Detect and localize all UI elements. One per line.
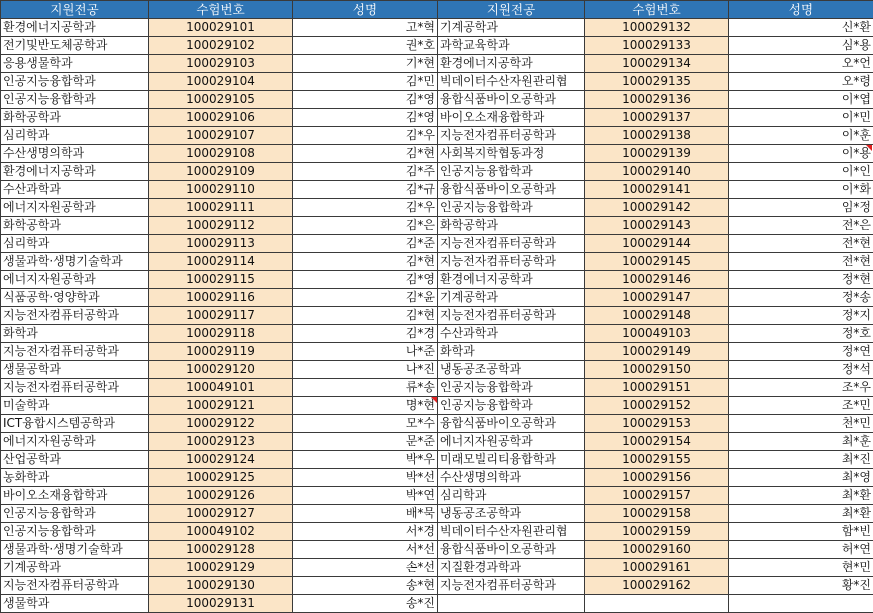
cell-name[interactable]: 박*선 bbox=[293, 469, 438, 487]
cell-name[interactable]: 정*송 bbox=[729, 289, 873, 307]
cell-exam-number[interactable]: 100029123 bbox=[149, 433, 293, 451]
cell-major[interactable]: 지능전자컴퓨터공학과 bbox=[438, 577, 585, 595]
cell-name[interactable]: 임*정 bbox=[729, 199, 873, 217]
cell-major[interactable]: 융합식품바이오공학과 bbox=[438, 91, 585, 109]
table-row bbox=[1, 199, 873, 217]
table-row bbox=[1, 73, 873, 91]
table-row bbox=[1, 343, 873, 361]
cell-exam-number[interactable]: 100029104 bbox=[149, 73, 293, 91]
cell-name[interactable]: 최*환 bbox=[729, 505, 873, 523]
cell-name[interactable]: 박*연 bbox=[293, 487, 438, 505]
cell-major[interactable]: 미래모빌리티융합학과 bbox=[438, 451, 585, 469]
cell-exam-number[interactable]: 100049103 bbox=[585, 325, 729, 343]
cell-exam-number[interactable]: 100029108 bbox=[149, 145, 293, 163]
cell-exam-number[interactable]: 100029148 bbox=[585, 307, 729, 325]
cell-major[interactable]: 지능전자컴퓨터공학과 bbox=[1, 307, 149, 325]
cell-name[interactable]: 김*우 bbox=[293, 127, 438, 145]
cell-major[interactable]: 지능전자컴퓨터공학과 bbox=[1, 577, 149, 595]
cell-name[interactable]: 김*주 bbox=[293, 163, 438, 181]
comment-indicator-icon[interactable] bbox=[866, 145, 872, 151]
cell-exam-number[interactable]: 100029120 bbox=[149, 361, 293, 379]
cell-name[interactable]: 권*호 bbox=[293, 37, 438, 55]
cell-major[interactable]: 환경에너지공학과 bbox=[1, 19, 149, 37]
cell-exam-number[interactable]: 100029131 bbox=[149, 595, 293, 613]
cell-name[interactable]: 심*용 bbox=[729, 37, 873, 55]
table-row bbox=[1, 523, 873, 541]
table-row bbox=[1, 559, 873, 577]
cell-major[interactable]: 지능전자컴퓨터공학과 bbox=[1, 379, 149, 397]
cell-major[interactable]: 화학공학과 bbox=[438, 217, 585, 235]
cell-major[interactable]: 인공지능융합학과 bbox=[1, 523, 149, 541]
cell-name[interactable]: 현*민 bbox=[729, 559, 873, 577]
header-exam-number-right[interactable]: 수험번호 bbox=[585, 1, 729, 19]
cell-name[interactable]: 김*영 bbox=[293, 91, 438, 109]
cell-major[interactable]: 융합식품바이오공학과 bbox=[438, 181, 585, 199]
cell-exam-number[interactable]: 100029133 bbox=[585, 37, 729, 55]
table-row bbox=[1, 451, 873, 469]
table-row bbox=[1, 505, 873, 523]
cell-exam-number[interactable]: 100029155 bbox=[585, 451, 729, 469]
cell-exam-number[interactable]: 100049101 bbox=[149, 379, 293, 397]
cell-exam-number[interactable]: 100029109 bbox=[149, 163, 293, 181]
header-name-right[interactable]: 성명 bbox=[729, 1, 873, 19]
cell-exam-number[interactable]: 100029130 bbox=[149, 577, 293, 595]
cell-exam-number[interactable]: 100029161 bbox=[585, 559, 729, 577]
comment-indicator-icon[interactable] bbox=[431, 397, 437, 403]
cell-exam-number[interactable]: 100029135 bbox=[585, 73, 729, 91]
cell-exam-number[interactable]: 100029101 bbox=[149, 19, 293, 37]
cell-exam-number[interactable]: 100029152 bbox=[585, 397, 729, 415]
cell-name[interactable]: 함*빈 bbox=[729, 523, 873, 541]
cell-exam-number[interactable]: 100029157 bbox=[585, 487, 729, 505]
cell-exam-number[interactable]: 100029142 bbox=[585, 199, 729, 217]
cell-exam-number[interactable]: 100029107 bbox=[149, 127, 293, 145]
header-exam-number-left[interactable]: 수험번호 bbox=[149, 1, 293, 19]
cell-name[interactable]: 신*환 bbox=[729, 19, 873, 37]
table-row bbox=[1, 307, 873, 325]
cell-exam-number[interactable]: 100029137 bbox=[585, 109, 729, 127]
header-major-right[interactable]: 지원전공 bbox=[438, 1, 585, 19]
cell-exam-number[interactable]: 100029138 bbox=[585, 127, 729, 145]
cell-name[interactable]: 나*준 bbox=[293, 343, 438, 361]
cell-name[interactable]: 김*규 bbox=[293, 181, 438, 199]
cell-major[interactable]: 냉동공조공학과 bbox=[438, 361, 585, 379]
table-row bbox=[1, 595, 873, 613]
cell-exam-number[interactable]: 100029119 bbox=[149, 343, 293, 361]
cell-exam-number[interactable]: 100029115 bbox=[149, 271, 293, 289]
cell-name[interactable]: 이*민 bbox=[729, 109, 873, 127]
cell-name[interactable]: 전*현 bbox=[729, 235, 873, 253]
table-row bbox=[1, 379, 873, 397]
cell-exam-number[interactable]: 100029149 bbox=[585, 343, 729, 361]
cell-exam-number[interactable]: 100029146 bbox=[585, 271, 729, 289]
cell-name[interactable]: 김*영 bbox=[293, 271, 438, 289]
cell-exam-number[interactable]: 100029103 bbox=[149, 55, 293, 73]
cell-name[interactable]: 김*준 bbox=[293, 235, 438, 253]
cell-major[interactable]: 지능전자컴퓨터공학과 bbox=[438, 307, 585, 325]
cell-name[interactable]: 김*경 bbox=[293, 325, 438, 343]
table-row bbox=[1, 577, 873, 595]
cell-exam-number[interactable]: 100029132 bbox=[585, 19, 729, 37]
cell-name[interactable]: 김*영 bbox=[293, 109, 438, 127]
cell-exam-number[interactable]: 100029105 bbox=[149, 91, 293, 109]
cell-name[interactable]: 전*은 bbox=[729, 217, 873, 235]
table-row bbox=[1, 19, 873, 37]
cell-name[interactable]: 송*진 bbox=[293, 595, 438, 613]
cell-exam-number[interactable]: 100029106 bbox=[149, 109, 293, 127]
cell-major[interactable]: 식품공학·영양학과 bbox=[1, 289, 149, 307]
cell-name[interactable]: 김*우 bbox=[293, 199, 438, 217]
cell-major[interactable]: 화학공학과 bbox=[1, 217, 149, 235]
cell-exam-number[interactable]: 100029139 bbox=[585, 145, 729, 163]
table-row bbox=[1, 163, 873, 181]
table-row bbox=[1, 361, 873, 379]
cell-name[interactable]: 김*은 bbox=[293, 217, 438, 235]
cell-exam-number[interactable]: 100049102 bbox=[149, 523, 293, 541]
cell-exam-number[interactable]: 100029150 bbox=[585, 361, 729, 379]
table-row bbox=[1, 415, 873, 433]
cell-exam-number[interactable]: 100029117 bbox=[149, 307, 293, 325]
cell-major[interactable]: 심리학과 bbox=[438, 487, 585, 505]
cell-major[interactable]: 수산과학과 bbox=[1, 181, 149, 199]
cell-exam-number[interactable]: 100029147 bbox=[585, 289, 729, 307]
cell-exam-number[interactable] bbox=[585, 595, 729, 613]
table-row bbox=[1, 325, 873, 343]
cell-exam-number[interactable]: 100029140 bbox=[585, 163, 729, 181]
table-row bbox=[1, 55, 873, 73]
cell-exam-number[interactable]: 100029110 bbox=[149, 181, 293, 199]
cell-major[interactable]: 인공지능융합학과 bbox=[438, 397, 585, 415]
cell-exam-number[interactable]: 100029143 bbox=[585, 217, 729, 235]
cell-exam-number[interactable]: 100029134 bbox=[585, 55, 729, 73]
table-row bbox=[1, 91, 873, 109]
cell-major[interactable]: 기계공학과 bbox=[1, 559, 149, 577]
cell-major[interactable]: 에너지자원공학과 bbox=[438, 433, 585, 451]
cell-exam-number[interactable]: 100029159 bbox=[585, 523, 729, 541]
table-row bbox=[1, 235, 873, 253]
cell-name[interactable]: 정*호 bbox=[729, 325, 873, 343]
cell-exam-number[interactable]: 100029136 bbox=[585, 91, 729, 109]
cell-major[interactable]: 융합식품바이오공학과 bbox=[438, 415, 585, 433]
cell-name[interactable]: 김*현 bbox=[293, 145, 438, 163]
cell-exam-number[interactable]: 100029144 bbox=[585, 235, 729, 253]
cell-exam-number[interactable]: 100029160 bbox=[585, 541, 729, 559]
cell-name[interactable]: 전*현 bbox=[729, 253, 873, 271]
cell-exam-number[interactable]: 100029118 bbox=[149, 325, 293, 343]
cell-name[interactable]: 문*준 bbox=[293, 433, 438, 451]
cell-major[interactable]: 기계공학과 bbox=[438, 19, 585, 37]
table-row bbox=[1, 289, 873, 307]
table-row bbox=[1, 127, 873, 145]
table-row bbox=[1, 109, 873, 127]
cell-name[interactable]: 명*현 bbox=[293, 397, 438, 415]
cell-major[interactable]: 수산생명의학과 bbox=[1, 145, 149, 163]
cell-name[interactable]: 김*현 bbox=[293, 253, 438, 271]
table-row bbox=[1, 433, 873, 451]
cell-major[interactable]: 지능전자컴퓨터공학과 bbox=[438, 235, 585, 253]
cell-name[interactable]: 김*민 bbox=[293, 73, 438, 91]
cell-exam-number[interactable]: 100029124 bbox=[149, 451, 293, 469]
cell-major[interactable]: 냉동공조공학과 bbox=[438, 505, 585, 523]
cell-name[interactable]: 정*현 bbox=[729, 271, 873, 289]
cell-exam-number[interactable]: 100029122 bbox=[149, 415, 293, 433]
table-row bbox=[1, 469, 873, 487]
cell-major[interactable]: 미술학과 bbox=[1, 397, 149, 415]
cell-exam-number[interactable]: 100029125 bbox=[149, 469, 293, 487]
cell-exam-number[interactable]: 100029162 bbox=[585, 577, 729, 595]
cell-exam-number[interactable]: 100029113 bbox=[149, 235, 293, 253]
cell-major[interactable]: 지능전자컴퓨터공학과 bbox=[438, 127, 585, 145]
table-row bbox=[1, 181, 873, 199]
cell-major[interactable]: 지질환경과학과 bbox=[438, 559, 585, 577]
cell-name[interactable]: 고*혁 bbox=[293, 19, 438, 37]
cell-name[interactable]: 최*훈 bbox=[729, 433, 873, 451]
cell-exam-number[interactable]: 100029151 bbox=[585, 379, 729, 397]
cell-major[interactable]: 화학공학과 bbox=[1, 109, 149, 127]
table-row bbox=[1, 271, 873, 289]
cell-name[interactable]: 배*묵 bbox=[293, 505, 438, 523]
cell-major[interactable]: 빅데이터수산자원관리협 bbox=[438, 523, 585, 541]
cell-exam-number[interactable]: 100029111 bbox=[149, 199, 293, 217]
cell-major[interactable]: 수산생명의학과 bbox=[438, 469, 585, 487]
table-row bbox=[1, 487, 873, 505]
cell-major[interactable]: 빅데이터수산자원관리협 bbox=[438, 73, 585, 91]
cell-name[interactable]: 나*진 bbox=[293, 361, 438, 379]
cell-name[interactable]: 송*현 bbox=[293, 577, 438, 595]
cell-exam-number[interactable]: 100029114 bbox=[149, 253, 293, 271]
cell-name[interactable]: 조*민 bbox=[729, 397, 873, 415]
cell-major[interactable]: 생물학과 bbox=[1, 595, 149, 613]
cell-major[interactable]: 인공지능융합학과 bbox=[1, 505, 149, 523]
cell-major[interactable]: ICT융합시스템공학과 bbox=[1, 415, 149, 433]
cell-name[interactable]: 모*수 bbox=[293, 415, 438, 433]
header-name-left[interactable]: 성명 bbox=[293, 1, 438, 19]
cell-major[interactable]: 인공지능융합학과 bbox=[438, 199, 585, 217]
cell-exam-number[interactable]: 100029141 bbox=[585, 181, 729, 199]
cell-name[interactable]: 천*민 bbox=[729, 415, 873, 433]
cell-exam-number[interactable]: 100029145 bbox=[585, 253, 729, 271]
cell-name[interactable]: 류*송 bbox=[293, 379, 438, 397]
cell-name[interactable]: 오*령 bbox=[729, 73, 873, 91]
cell-name[interactable]: 김*현 bbox=[293, 307, 438, 325]
cell-name[interactable]: 정*연 bbox=[729, 343, 873, 361]
cell-exam-number[interactable]: 100029153 bbox=[585, 415, 729, 433]
cell-name[interactable]: 최*진 bbox=[729, 451, 873, 469]
cell-exam-number[interactable]: 100029126 bbox=[149, 487, 293, 505]
table-row bbox=[1, 37, 873, 55]
cell-name[interactable]: 서*선 bbox=[293, 541, 438, 559]
cell-major[interactable]: 바이오소재융합학과 bbox=[1, 487, 149, 505]
cell-name[interactable]: 김*윤 bbox=[293, 289, 438, 307]
cell-exam-number[interactable]: 100029129 bbox=[149, 559, 293, 577]
cell-major[interactable]: 전기및반도체공학과 bbox=[1, 37, 149, 55]
cell-major[interactable]: 에너지자원공학과 bbox=[1, 199, 149, 217]
cell-name[interactable] bbox=[729, 595, 873, 613]
cell-name[interactable]: 이*인 bbox=[729, 163, 873, 181]
cell-major[interactable]: 인공지능융합학과 bbox=[1, 91, 149, 109]
cell-name[interactable]: 허*연 bbox=[729, 541, 873, 559]
cell-name[interactable]: 이*엽 bbox=[729, 91, 873, 109]
cell-name[interactable]: 이*훈 bbox=[729, 127, 873, 145]
cell-major[interactable]: 지능전자컴퓨터공학과 bbox=[438, 253, 585, 271]
cell-major[interactable]: 심리학과 bbox=[1, 127, 149, 145]
cell-major[interactable]: 생물과학·생명기술학과 bbox=[1, 253, 149, 271]
cell-exam-number[interactable]: 100029102 bbox=[149, 37, 293, 55]
header-major-left[interactable]: 지원전공 bbox=[1, 1, 149, 19]
cell-major[interactable]: 과학교육학과 bbox=[438, 37, 585, 55]
cell-major[interactable]: 환경에너지공학과 bbox=[438, 271, 585, 289]
cell-name[interactable]: 최*영 bbox=[729, 469, 873, 487]
cell-exam-number[interactable]: 100029156 bbox=[585, 469, 729, 487]
table-row bbox=[1, 253, 873, 271]
cell-major[interactable]: 농화학과 bbox=[1, 469, 149, 487]
cell-name[interactable]: 조*우 bbox=[729, 379, 873, 397]
table-row bbox=[1, 541, 873, 559]
cell-exam-number[interactable]: 100029112 bbox=[149, 217, 293, 235]
cell-major[interactable] bbox=[438, 595, 585, 613]
cell-major[interactable]: 수산과학과 bbox=[438, 325, 585, 343]
cell-major[interactable]: 지능전자컴퓨터공학과 bbox=[1, 343, 149, 361]
cell-name[interactable]: 기*현 bbox=[293, 55, 438, 73]
cell-name[interactable]: 손*선 bbox=[293, 559, 438, 577]
cell-major[interactable]: 화학과 bbox=[1, 325, 149, 343]
cell-exam-number[interactable]: 100029158 bbox=[585, 505, 729, 523]
cell-name[interactable]: 이*화 bbox=[729, 181, 873, 199]
cell-name[interactable]: 오*언 bbox=[729, 55, 873, 73]
cell-name[interactable]: 서*경 bbox=[293, 523, 438, 541]
cell-exam-number[interactable]: 100029128 bbox=[149, 541, 293, 559]
header-row bbox=[1, 1, 873, 19]
table-row bbox=[1, 145, 873, 163]
cell-name[interactable]: 이*용 bbox=[729, 145, 873, 163]
cell-major[interactable]: 응용생물학과 bbox=[1, 55, 149, 73]
cell-exam-number[interactable]: 100029127 bbox=[149, 505, 293, 523]
cell-major[interactable]: 바이오소재융합학과 bbox=[438, 109, 585, 127]
cell-major[interactable]: 생물공학과 bbox=[1, 361, 149, 379]
cell-name[interactable]: 최*환 bbox=[729, 487, 873, 505]
cell-major[interactable]: 인공지능융합학과 bbox=[438, 379, 585, 397]
cell-major[interactable]: 환경에너지공학과 bbox=[438, 55, 585, 73]
cell-name[interactable]: 박*우 bbox=[293, 451, 438, 469]
cell-major[interactable]: 인공지능융합학과 bbox=[438, 163, 585, 181]
cell-major[interactable]: 사회복지학협동과정 bbox=[438, 145, 585, 163]
cell-major[interactable]: 기계공학과 bbox=[438, 289, 585, 307]
table-row bbox=[1, 217, 873, 235]
cell-major[interactable]: 환경에너지공학과 bbox=[1, 163, 149, 181]
cell-major[interactable]: 에너지자원공학과 bbox=[1, 271, 149, 289]
cell-exam-number[interactable]: 100029116 bbox=[149, 289, 293, 307]
cell-major[interactable]: 생물과학·생명기술학과 bbox=[1, 541, 149, 559]
cell-name[interactable]: 정*지 bbox=[729, 307, 873, 325]
cell-major[interactable]: 에너지자원공학과 bbox=[1, 433, 149, 451]
cell-major[interactable]: 인공지능융합학과 bbox=[1, 73, 149, 91]
cell-exam-number[interactable]: 100029121 bbox=[149, 397, 293, 415]
cell-major[interactable]: 산업공학과 bbox=[1, 451, 149, 469]
cell-name[interactable]: 황*진 bbox=[729, 577, 873, 595]
cell-name[interactable]: 정*석 bbox=[729, 361, 873, 379]
cell-major[interactable]: 심리학과 bbox=[1, 235, 149, 253]
cell-exam-number[interactable]: 100029154 bbox=[585, 433, 729, 451]
cell-major[interactable]: 융합식품바이오공학과 bbox=[438, 541, 585, 559]
cell-major[interactable]: 화학과 bbox=[438, 343, 585, 361]
